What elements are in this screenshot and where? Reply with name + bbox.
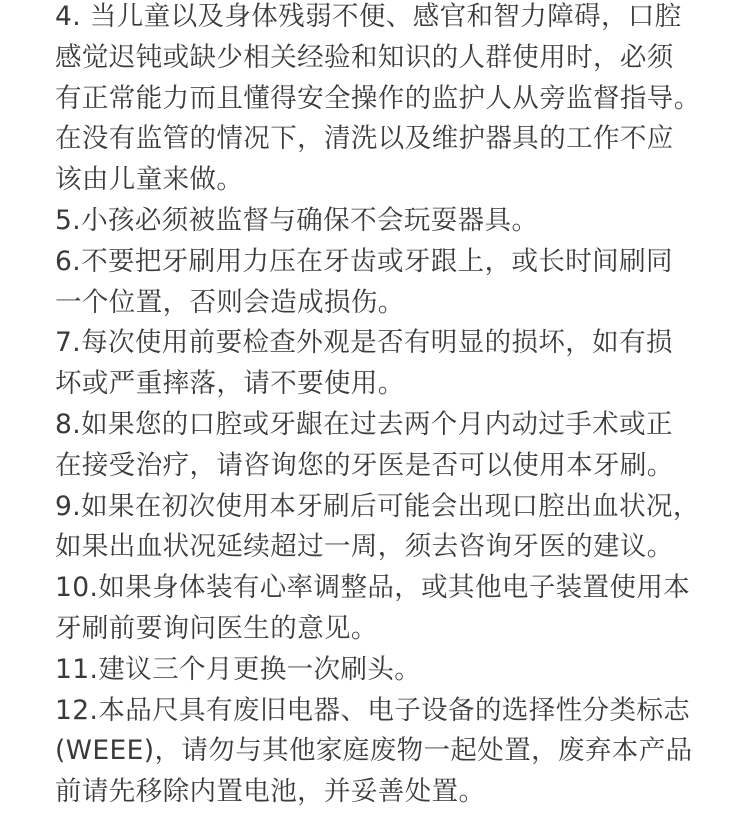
text-line: 在没有监管的情况下，清洗以及维护器具的工作不应	[55, 123, 674, 155]
text-line: 5.小孩必须被监督与确保不会玩耍器具。	[55, 204, 539, 236]
text-line: (WEEE)，请勿与其他家庭废物一起处置，废弃本产品	[55, 735, 693, 767]
text-line: 如果出血状况延续超过一周，须去咨询牙医的建议。	[55, 531, 674, 563]
text-line: 牙刷前要询问医生的意见。	[55, 612, 378, 644]
text-line: 有正常能力而且懂得安全操作的监护人从旁监督指导。	[55, 82, 701, 114]
text-line: 该由儿童来做。	[55, 164, 244, 196]
text-line: 6.不要把牙刷用力压在牙齿或牙跟上，或长时间刷同	[55, 245, 673, 277]
safety-instructions-text	[55, 0, 715, 813]
text-line: 一个位置，否则会造成损伤。	[55, 286, 405, 318]
text-line: 8.如果您的口腔或牙龈在过去两个月内动过手术或正	[55, 408, 673, 440]
text-line: 坏或严重摔落，请不要使用。	[55, 368, 405, 400]
text-line: 9.如果在初次使用本牙刷后可能会出现口腔出血状况，	[55, 490, 700, 522]
text-line: 4. 当儿童以及身体残弱不便、感官和智力障碍，口腔	[55, 1, 682, 32]
text-line: 11.建议三个月更换一次刷头。	[55, 653, 422, 685]
text-line: 在接受治疗，请咨询您的牙医是否可以使用本牙刷。	[55, 449, 674, 481]
text-line: 12.本品尺具有废旧电器、电子设备的选择性分类标志	[55, 694, 691, 726]
text-line: 10.如果身体装有心率调整品，或其他电子装置使用本	[55, 572, 691, 604]
text-line: 7.每次使用前要检查外观是否有明显的损坏，如有损	[55, 327, 673, 359]
text-line: 感觉迟钝或缺少相关经验和知识的人群使用时，必须	[55, 41, 674, 73]
text-line: 前请先移除内置电池，并妥善处置。	[55, 776, 486, 808]
